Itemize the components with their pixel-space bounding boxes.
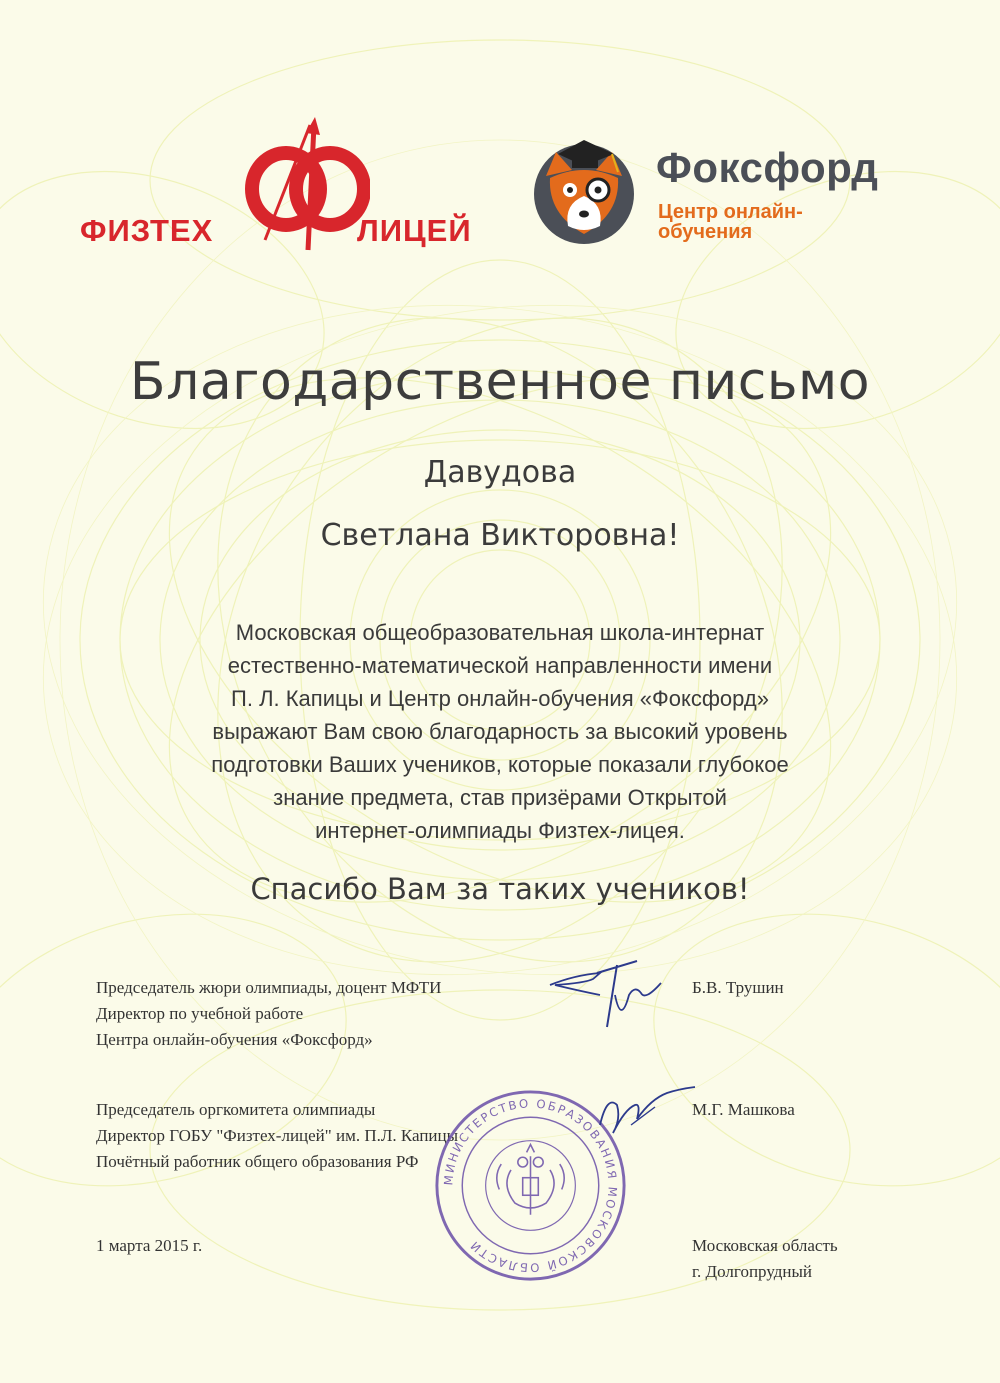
foxford-name: Фоксфорд: [656, 144, 879, 191]
fiztech-logo-left-text: ФИЗТЕХ: [80, 213, 214, 248]
signatory1-line: Председатель жюри олимпиады, доцент МФТИ: [96, 978, 442, 997]
place-line2: г. Долгопрудный: [692, 1262, 813, 1281]
signatory2-position: [96, 1097, 458, 1175]
signatory2-line: Почётный работник общего образования РФ: [96, 1152, 419, 1171]
foxford-subtitle-line2: обучения: [658, 221, 753, 243]
signatory2-line: Директор ГОБУ "Физтех-лицей" им. П.Л. Капицы: [96, 1126, 459, 1145]
signature-trushin-icon: [545, 955, 665, 1035]
foxford-subtitle: [658, 202, 803, 242]
letter-place: [692, 1233, 838, 1285]
signatory2-line: Председатель оргкомитета олимпиады: [96, 1100, 376, 1119]
letter-body: [0, 616, 1000, 847]
signatory1-position: [96, 975, 441, 1053]
signatory1-name: Б.В. Трушин: [692, 978, 784, 997]
fiztech-logo-right-text: ЛИЦЕЙ: [357, 213, 472, 248]
thanks-line: Спасибо Вам за таких учеников!: [250, 872, 750, 906]
body-line: выражают Вам свою благодарность за высокий уровень: [212, 719, 788, 744]
body-line: Московская общеобразовательная школа-интернат: [235, 620, 765, 645]
letter-title: Благодарственное письмо: [129, 352, 871, 412]
body-line: П. Л. Капицы и Центр онлайн-обучения «Фоксфорд»: [231, 686, 769, 711]
signatory1-line: Директор по учебной работе: [96, 1004, 304, 1023]
signatory1-line: Центра онлайн-обучения «Фоксфорд»: [96, 1030, 373, 1049]
body-line: естественно-математической направленности имени: [227, 653, 773, 678]
recipient-name: Светлана Викторовна!: [320, 518, 680, 553]
place-line1: Московская область: [692, 1236, 838, 1255]
signature-mashkova-icon: [595, 1085, 705, 1145]
foxford-logo: [528, 130, 908, 250]
fox-mascot-icon: [528, 134, 640, 246]
letter-date: 1 марта 2015 г.: [96, 1236, 203, 1255]
recipient-surname: Давудова: [423, 455, 577, 490]
body-line: знание предмета, став призёрами Открытой: [273, 785, 727, 810]
body-line: подготовки Ваших учеников, которые показали глубокое: [211, 752, 789, 777]
fiztech-emblem-icon: [240, 115, 370, 255]
stamp-text: МИНИСТЕРСТВО ОБРАЗОВАНИЯ МОСКОВСКОЙ ОБЛАСТИ: [441, 1096, 620, 1275]
foxford-subtitle-line1: Центр онлайн-: [658, 201, 803, 223]
signatory2-name: М.Г. Машкова: [692, 1100, 795, 1119]
body-line: интернет-олимпиады Физтех-лицея.: [315, 818, 685, 843]
fiztech-lyceum-logo: [80, 115, 500, 255]
